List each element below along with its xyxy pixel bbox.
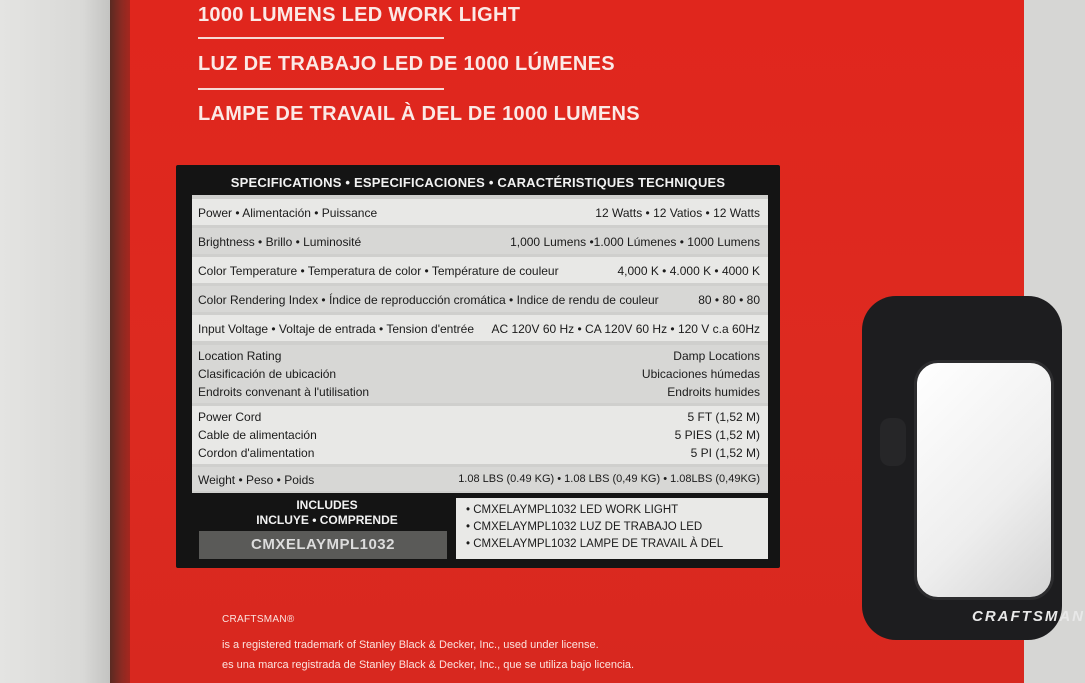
- product-brand-mark: CRAFTSMAN: [972, 608, 1085, 625]
- spec-row-color-rendering-index: [192, 286, 768, 312]
- spec-value: 5 PIES (1,52 M): [674, 428, 760, 442]
- legal-line-english: is a registered trademark of Stanley Black & Decker, Inc., used under license.: [222, 639, 599, 651]
- spec-label: Power Cord: [198, 410, 262, 424]
- spec-value: 5 FT (1,52 M): [687, 410, 760, 424]
- includes-list-item: • CMXELAYMPL1032 LUZ DE TRABAJO LED: [466, 521, 703, 533]
- spec-row-input-voltage: [192, 315, 768, 341]
- model-number-badge: CMXELAYMPL1032: [199, 531, 447, 559]
- spec-value: Damp Locations: [673, 349, 760, 363]
- divider-rule: [198, 37, 444, 39]
- spec-value: 5 PI (1,52 M): [690, 446, 760, 460]
- spec-label-group: [198, 408, 317, 462]
- spec-row-power: [192, 199, 768, 225]
- spec-label: Color Rendering Index • Índice de reproducción cromática • Indice de rendu de couleur: [198, 293, 659, 307]
- spec-label: Endroits convenant à l'utilisation: [198, 385, 370, 399]
- spec-value: 1,000 Lumens •1.000 Lúmenes • 1000 Lumens: [510, 235, 760, 249]
- includes-list-item: • CMXELAYMPL1032 LED WORK LIGHT: [466, 504, 679, 516]
- spec-value-group: [675, 408, 760, 462]
- spec-label: Power • Alimentación • Puissance: [198, 206, 378, 220]
- includes-list: [456, 498, 768, 559]
- spec-value: 12 Watts • 12 Vatios • 12 Watts: [595, 206, 760, 220]
- legal-brand: CRAFTSMAN®: [222, 614, 295, 625]
- spec-label: Brightness • Brillo • Luminosité: [198, 235, 362, 249]
- spec-label: Cordon d'alimentation: [198, 446, 315, 460]
- spec-label: Weight • Peso • Poids: [198, 473, 315, 487]
- spec-label: Location Rating: [198, 349, 282, 363]
- spec-row-weight: [192, 467, 768, 491]
- spec-value: Ubicaciones húmedas: [641, 367, 760, 381]
- spec-label: Clasificación de ubicación: [198, 367, 337, 381]
- spec-value: 4,000 K • 4.000 K • 4000 K: [617, 264, 760, 278]
- headline-english: 1000 LUMENS LED WORK LIGHT: [198, 4, 521, 26]
- spec-label: Color Temperature • Temperatura de color • Température de couleur: [198, 264, 559, 278]
- spec-row-color-temperature: [192, 257, 768, 283]
- specifications-title: SPECIFICATIONS • ESPECIFICACIONES • CARACTÉRISTIQUES TECHNIQUES: [230, 175, 726, 190]
- background-wall: [0, 0, 118, 683]
- includes-list-item: • CMXELAYMPL1032 LAMPE DE TRAVAIL À DEL: [466, 538, 724, 550]
- spec-row-brightness: [192, 228, 768, 254]
- spec-value: AC 120V 60 Hz • CA 120V 60 Hz • 120 V c.a 60Hz: [491, 322, 760, 336]
- specifications-table: [192, 195, 768, 493]
- spec-value: 80 • 80 • 80: [698, 293, 760, 307]
- work-light-lens: [914, 360, 1054, 600]
- work-light-knob: [880, 418, 906, 466]
- spec-label: Input Voltage • Voltaje de entrada • Tension d'entrée: [198, 322, 475, 336]
- includes-heading: [192, 498, 462, 528]
- spec-label: Cable de alimentación: [198, 428, 317, 442]
- spec-value-group: [642, 347, 760, 401]
- headline-spanish: LUZ DE TRABAJO LED DE 1000 LÚMENES: [198, 53, 615, 75]
- headline-french: LAMPE DE TRAVAIL À DEL DE 1000 LUMENS: [198, 103, 640, 125]
- includes-heading-line: INCLUDES: [296, 498, 358, 512]
- spec-value: Endroits humides: [667, 385, 760, 399]
- spec-value: 1.08 LBS (0.49 KG) • 1.08 LBS (0,49 KG) • 1.08LBS (0,49KG): [458, 473, 760, 485]
- specifications-panel: [176, 165, 780, 568]
- spec-row-power-cord: [192, 406, 768, 464]
- divider-rule: [198, 88, 444, 90]
- includes-heading-line: INCLUYE • COMPRENDE: [256, 513, 398, 527]
- spec-row-location-rating: [192, 345, 768, 403]
- legal-line-spanish: es una marca registrada de Stanley Black & Decker, Inc., que se utiliza bajo licencia.: [222, 659, 635, 671]
- spec-label-group: [198, 347, 369, 401]
